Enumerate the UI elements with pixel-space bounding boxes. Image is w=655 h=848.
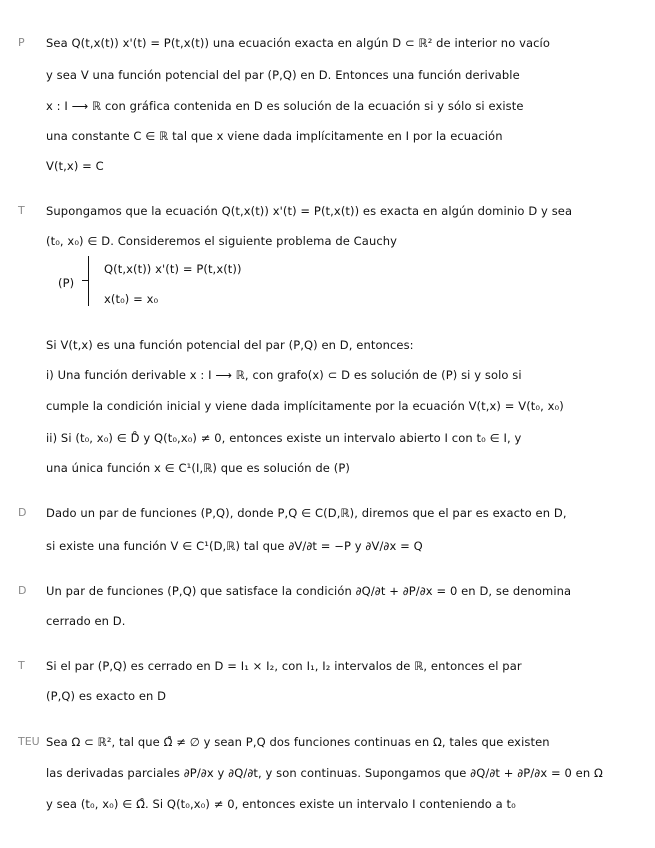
text-line: si existe una función V ∈ C¹(D,ℝ) tal que ∂V/∂t = −P y ∂V/∂x = Q	[46, 539, 423, 553]
text-line: Supongamos que la ecuación Q(t,x(t)) x'(t) = P(t,x(t)) es exacta en algún dominio D y sea	[46, 204, 573, 218]
text-line: y sea (t₀, x₀) ∈ Ω̊. Si Q(t₀,x₀) ≠ 0, entonces existe un intervalo I conteniendo a t₀	[46, 797, 516, 811]
text-line: Si V(t,x) es una función potencial del par (P,Q) en D, entonces:	[46, 338, 414, 352]
text-line: cerrado en D.	[46, 614, 126, 628]
text-line: (t₀, x₀) ∈ D. Consideremos el siguiente problema de Cauchy	[46, 234, 398, 248]
text-line: x : I ⟶ ℝ con gráfica contenida en D es solución de la ecuación si y sólo si existe	[46, 99, 524, 113]
text-line: Sea Ω ⊂ ℝ², tal que Ω̊ ≠ ∅ y sean P,Q dos funciones continuas en Ω, tales que existen	[46, 735, 550, 749]
text-line: y sea V una función potencial del par (P,Q) en D. Entonces una función derivable	[46, 68, 520, 82]
block-tag: T	[18, 659, 25, 672]
text-line: V(t,x) = C	[46, 159, 104, 173]
block-tag: T	[18, 204, 25, 217]
text-line: cumple la condición inicial y viene dada implícitamente por la ecuación V(t,x) = V(t₀, x₀)	[46, 399, 564, 413]
text-line: Dado un par de funciones (P,Q), donde P,Q ∈ C(D,ℝ), diremos que el par es exacto en D,	[46, 506, 567, 520]
system-equation: x(t₀) = x₀	[104, 292, 159, 306]
text-line: Sea Q(t,x(t)) x'(t) = P(t,x(t)) una ecuación exacta en algún D ⊂ ℝ² de interior no vacío	[46, 36, 550, 50]
system-label: (P)	[58, 276, 75, 290]
system-brace	[88, 256, 89, 306]
system-brace-tick	[82, 280, 88, 281]
text-line: (P,Q) es exacto en D	[46, 689, 167, 703]
text-line: i) Una función derivable x : I ⟶ ℝ, con grafo(x) ⊂ D es solución de (P) si y solo si	[46, 368, 522, 382]
block-tag: P	[18, 36, 25, 49]
block-tag: TEU	[18, 735, 40, 748]
text-line: ii) Si (t₀, x₀) ∈ D̊ y Q(t₀,x₀) ≠ 0, entonces existe un intervalo abierto I con t₀ ∈ I, y	[46, 431, 522, 445]
block-tag: D	[18, 584, 27, 597]
text-line: Un par de funciones (P,Q) que satisface la condición ∂Q/∂t + ∂P/∂x = 0 en D, se denomina	[46, 584, 572, 598]
text-line: Si el par (P,Q) es cerrado en D = I₁ × I₂, con I₁, I₂ intervalos de ℝ, entonces el par	[46, 659, 522, 673]
text-line: las derivadas parciales ∂P/∂x y ∂Q/∂t, y son continuas. Supongamos que ∂Q/∂t + ∂P/∂x = 0 en Ω	[46, 766, 603, 780]
system-equation: Q(t,x(t)) x'(t) = P(t,x(t))	[104, 262, 242, 276]
text-line: una única función x ∈ C¹(I,ℝ) que es solución de (P)	[46, 461, 350, 475]
text-line: una constante C ∈ ℝ tal que x viene dada implícitamente en I por la ecuación	[46, 129, 503, 143]
block-tag: D	[18, 506, 27, 519]
